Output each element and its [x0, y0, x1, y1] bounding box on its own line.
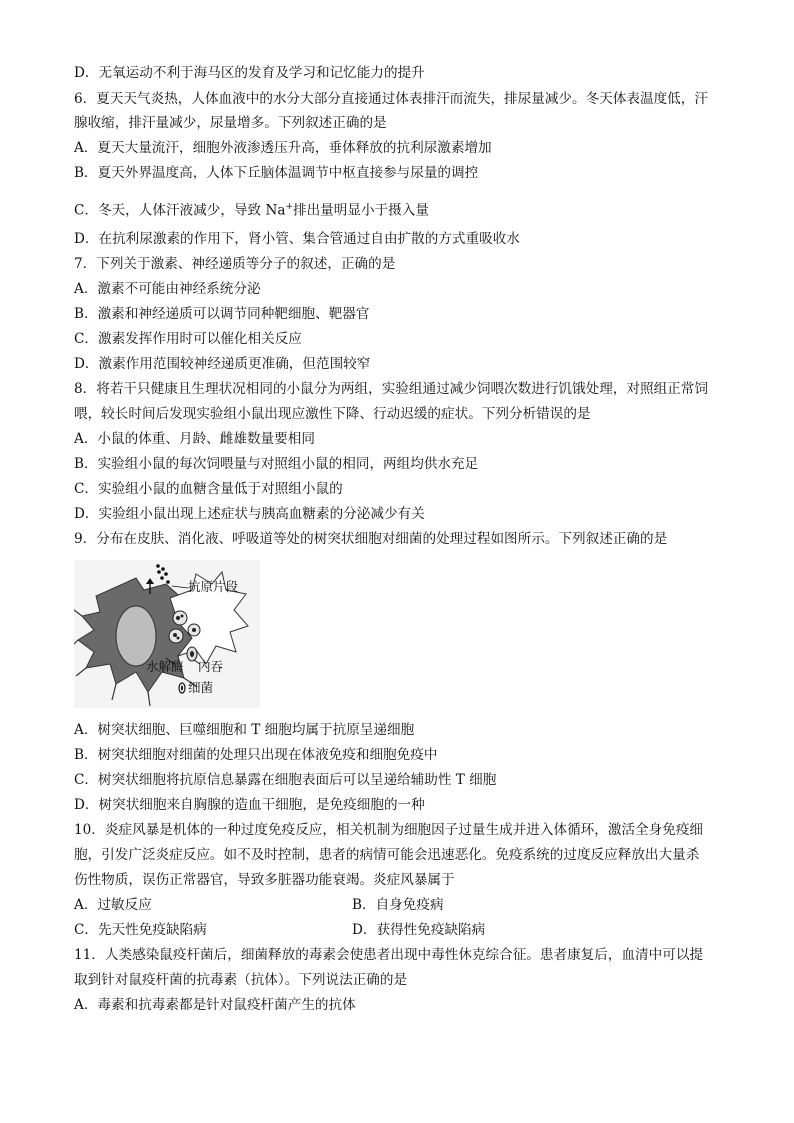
q7-option-a: A．激素不可能由神经系统分泌 [74, 281, 261, 297]
q10-stem-line3: 伤性物质，误伤正常器官，导致多脏器功能衰竭。炎症风暴属于 [74, 872, 455, 888]
q9-option-a: A．树突状细胞、巨噬细胞和 T 细胞均属于抗原呈递细胞 [74, 722, 415, 738]
q6-option-b: B．夏天外界温度高，人体下丘脑体温调节中枢直接参与尿量的调控 [74, 165, 479, 181]
q8-stem-line1: 8．将若干只健康且生理状况相同的小鼠分为两组，实验组通过减少饲喂次数进行饥饿处理，对照组正常饲 [74, 381, 708, 397]
q9-option-b: B．树突状细胞对细菌的处理只出现在体液免疫和细胞免疫中 [74, 747, 438, 763]
dendritic-cell-figure [74, 560, 260, 708]
figure-label-endocytosis: 内吞 [198, 659, 224, 674]
q5-option-d: D．无氧运动不利于海马区的发育及学习和记忆能力的提升 [74, 65, 425, 81]
q10-stem-line2: 胞，引发广泛炎症反应。如不及时控制，患者的病情可能会迅速恶化。免疫系统的过度反应释放出大量杀 [74, 847, 700, 863]
q11-stem-line2: 取到针对鼠疫杆菌的抗毒素（抗体）。下列说法正确的是 [74, 972, 408, 988]
q8-option-b: B．实验组小鼠的每次饲喂量与对照组小鼠的相同，两组均供水充足 [74, 456, 479, 472]
q11-stem-line1: 11．人类感染鼠疫杆菌后，细菌释放的毒素会使患者出现中毒性休克综合征。患者康复后，血清中可以提 [74, 947, 704, 963]
q7-option-b: B．激素和神经递质可以调节同种靶细胞、靶器官 [74, 306, 370, 322]
q10-option-d: D．获得性免疫缺陷病 [352, 922, 486, 938]
q6-option-c: C．冬天，人体汗液减少，导致 Na+排出量明显小于摄入量 [74, 202, 429, 219]
q9-option-d: D．树突状细胞来自胸腺的造血干细胞，是免疫细胞的一种 [74, 797, 425, 813]
q10-option-b: B．自身免疫病 [352, 897, 444, 913]
figure-label-hydrolase: 水解酶 [146, 659, 184, 674]
q10-option-c: C．先天性免疫缺陷病 [74, 922, 207, 938]
q11-option-a: A．毒素和抗毒素都是针对鼠疫杆菌产生的抗体 [74, 997, 356, 1013]
q8-option-a: A．小鼠的体重、月龄、雌雄数量要相同 [74, 431, 315, 447]
q8-option-d: D．实验组小鼠出现上述症状与胰高血糖素的分泌减少有关 [74, 506, 425, 522]
q6-option-d: D．在抗利尿激素的作用下，肾小管、集合管通过自由扩散的方式重吸收水 [74, 231, 520, 247]
q6-stem-line2: 腺收缩，排汗量减少，尿量增多。下列叙述正确的是 [74, 115, 387, 131]
figure-label-bacteria: 细菌 [188, 680, 214, 695]
q7-option-c: C．激素发挥作用时可以催化相关反应 [74, 331, 302, 347]
q9-option-c: C．树突状细胞将抗原信息暴露在细胞表面后可以呈递给辅助性 T 细胞 [74, 772, 497, 788]
q8-option-c: C．实验组小鼠的血糖含量低于对照组小鼠的 [74, 481, 343, 497]
q10-option-a: A．过敏反应 [74, 897, 152, 913]
q7-stem: 7．下列关于激素、神经递质等分子的叙述，正确的是 [74, 256, 396, 272]
q6-stem-line1: 6．夏天天气炎热，人体血液中的水分大部分直接通过体表排汗而流失，排尿量减少。冬天体表温度低，汗 [74, 91, 708, 107]
q9-stem: 9．分布在皮肤、消化液、呼吸道等处的树突状细胞对细菌的处理过程如图所示。下列叙述正确的是 [74, 531, 668, 547]
figure-label-antigen-fragment: 抗原片段 [188, 579, 239, 594]
q8-stem-line2: 喂，较长时间后发现实验组小鼠出现应激性下降、行动迟缓的症状。下列分析错误的是 [74, 406, 591, 422]
q6-option-a: A．夏天大量流汗，细胞外液渗透压升高，垂体释放的抗利尿激素增加 [74, 140, 492, 156]
q7-option-d: D．激素作用范围较神经递质更准确，但范围较窄 [74, 356, 371, 372]
q10-stem-line1: 10．炎症风暴是机体的一种过度免疫反应，相关机制为细胞因子过量生成并进入体循环，激活全身免疫细 [74, 822, 704, 838]
